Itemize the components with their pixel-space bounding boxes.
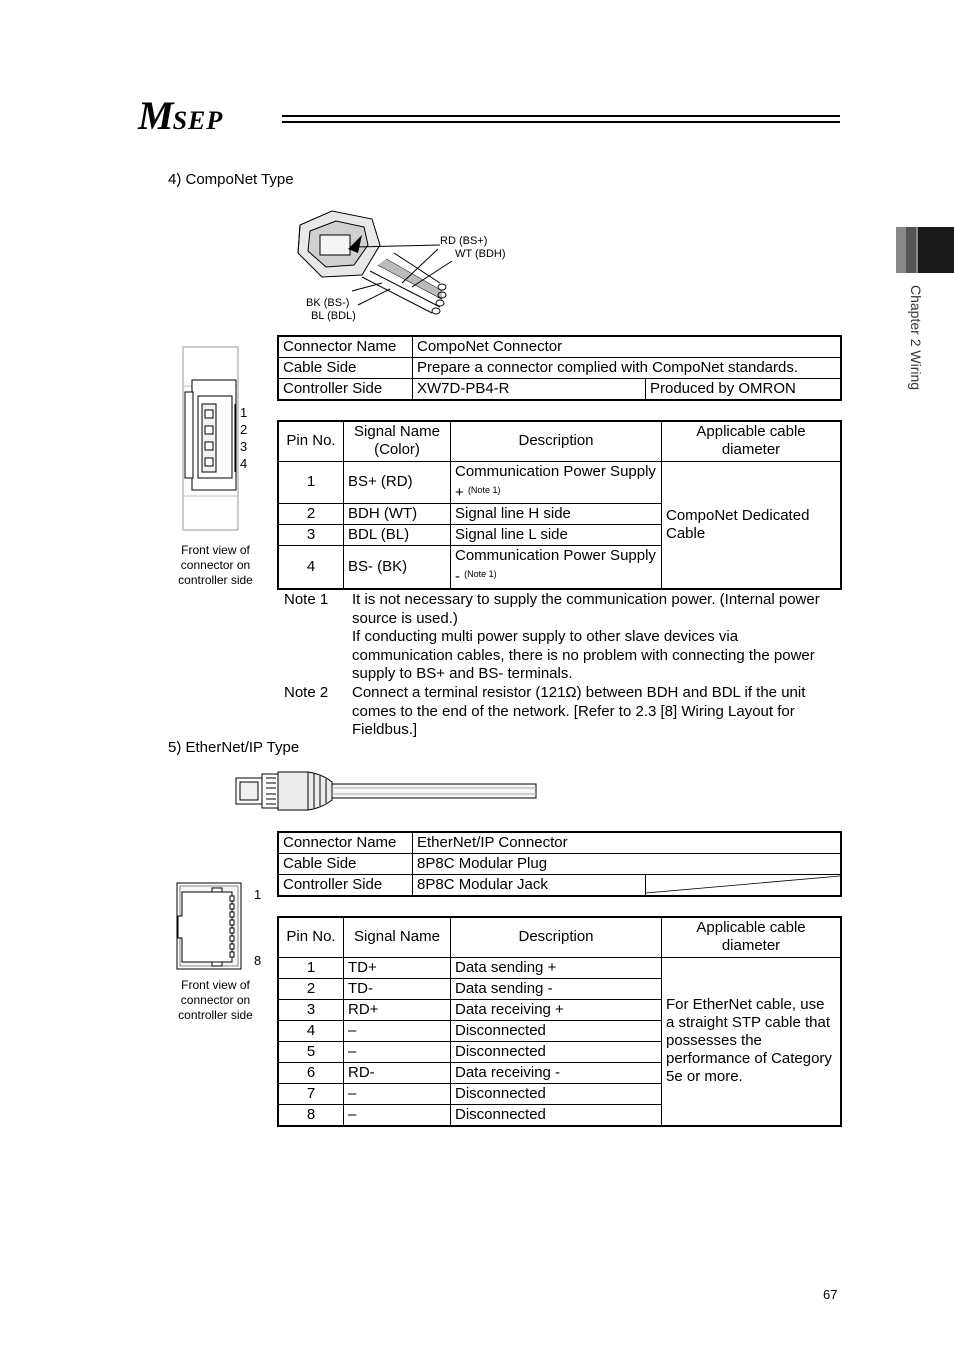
chapter-tab-mid — [906, 227, 916, 273]
note1-text-line: It is not necessary to supply the communication power. (Internal power source is used.) — [352, 591, 820, 627]
ethernet-connector-table — [277, 831, 842, 897]
componet-pin-side-4: 4 — [240, 456, 248, 471]
componet-section-title: 4) CompoNet Type — [168, 171, 294, 188]
signal-name: – — [344, 1083, 451, 1104]
empty-diagonal-cell — [646, 875, 842, 897]
table-row — [278, 336, 841, 358]
chapter-tab-dark — [918, 227, 954, 273]
signal-name: TD- — [344, 978, 451, 999]
signal-name: TD+ — [344, 957, 451, 978]
table-cell: Controller Side — [278, 875, 413, 897]
signal-name: RD- — [344, 1062, 451, 1083]
table-cell: Controller Side — [278, 379, 413, 401]
note2-label: Note 2 — [284, 684, 329, 701]
componet-connector-table — [277, 335, 842, 401]
description: Communication Power Supply - $^{(Note 1)}$ — [451, 545, 662, 589]
note1-label: Note 1 — [284, 591, 329, 608]
header-cell: Description — [451, 917, 662, 957]
table-header-row — [278, 917, 841, 957]
page-number: 67 — [823, 1287, 838, 1302]
table-cell: Prepare a connector complied with CompoNet standards. — [413, 358, 842, 379]
cable-cell: CompoNet Dedicated Cable — [662, 461, 842, 589]
description: Data receiving - — [451, 1062, 662, 1083]
chapter-label: Chapter 2 Wiring — [908, 285, 924, 391]
table-cell: Cable Side — [278, 854, 413, 875]
pin-no: 2 — [278, 503, 344, 524]
signal-name: – — [344, 1020, 451, 1041]
note1-text — [352, 591, 842, 684]
signal-name: BDL (BL) — [344, 524, 451, 545]
signal-name: – — [344, 1041, 451, 1062]
cable-cell: For EtherNet cable, use a straight STP cable that possesses the performance of Category 5e or more. — [662, 957, 842, 1126]
pin-no: 1 — [278, 461, 344, 503]
componet-pin-table — [277, 420, 842, 590]
description: Communication Power Supply + $^{(Note 1)}$ — [451, 461, 662, 503]
table-row — [278, 461, 841, 503]
ethernet-pin-1-label: 1 — [254, 887, 262, 902]
description: Disconnected — [451, 1041, 662, 1062]
description: Disconnected — [451, 1020, 662, 1041]
diagonal-line — [646, 875, 840, 895]
header-cell: Applicable cable diameter — [662, 421, 842, 461]
pin-no: 3 — [278, 524, 344, 545]
header-cell: Signal Name — [344, 917, 451, 957]
table-header-row — [278, 421, 841, 461]
description: Data receiving + — [451, 999, 662, 1020]
pin-no: 2 — [278, 978, 344, 999]
pin-no: 6 — [278, 1062, 344, 1083]
note-ref: (Note 1) — [467, 484, 501, 495]
signal-name: – — [344, 1104, 451, 1126]
componet-front-view-illustration — [180, 346, 242, 532]
header-cell: Pin No. — [278, 421, 344, 461]
header-rule-top — [282, 115, 840, 117]
pin-no: 3 — [278, 999, 344, 1020]
pin-no: 4 — [278, 1020, 344, 1041]
note1-text-line2: If conducting multi power supply to other slave devices via communication cables, there is no problem with connecting the power supply to BS+ and BS- terminals. — [352, 628, 815, 682]
header-cell: Pin No. — [278, 917, 344, 957]
table-row — [278, 875, 841, 897]
componet-pin-side-3: 3 — [240, 439, 248, 454]
description: Disconnected — [451, 1104, 662, 1126]
ethernet-front-view-illustration — [176, 882, 244, 974]
pin-no: 5 — [278, 1041, 344, 1062]
description: Signal line L side — [451, 524, 662, 545]
description: Data sending + — [451, 957, 662, 978]
header-rule-bottom — [282, 121, 840, 123]
table-row — [278, 854, 841, 875]
table-cell: Connector Name — [278, 336, 413, 358]
description: Data sending - — [451, 978, 662, 999]
table-cell: EtherNet/IP Connector — [413, 832, 842, 854]
table-cell: Produced by OMRON — [646, 379, 842, 401]
pin-no: 1 — [278, 957, 344, 978]
logo-sep: SEP — [172, 106, 224, 135]
table-row — [278, 379, 841, 401]
mysep-logo — [138, 92, 223, 139]
table-cell: 8P8C Modular Plug — [413, 854, 842, 875]
logo-m: M — [138, 93, 173, 138]
header-cell: Applicable cable diameter — [662, 917, 842, 957]
ethernet-front-view-caption: Front view of connector on controller side — [178, 978, 253, 1022]
pin-no: 7 — [278, 1083, 344, 1104]
wire-label-bl: BL (BDL) — [311, 310, 356, 322]
description: Signal line H side — [451, 503, 662, 524]
ethernet-plug-illustration — [232, 768, 537, 814]
table-row — [278, 957, 841, 978]
table-cell: 8P8C Modular Jack — [413, 875, 646, 897]
table-cell: XW7D-PB4-R — [413, 379, 646, 401]
wire-label-bk: BK (BS-) — [306, 297, 350, 309]
componet-pin-side-2: 2 — [240, 422, 248, 437]
signal-name: BS+ (RD) — [344, 461, 451, 503]
note-ref: (Note 1) — [464, 569, 497, 580]
table-cell: CompoNet Connector — [413, 336, 842, 358]
componet-front-view-caption: Front view of connector on controller side — [178, 543, 253, 587]
signal-name: RD+ — [344, 999, 451, 1020]
ethernet-pin-8-label: 8 — [254, 953, 262, 968]
header-cell: Description — [451, 421, 662, 461]
pin-no: 8 — [278, 1104, 344, 1126]
table-row — [278, 358, 841, 379]
ethernet-section-title: 5) EtherNet/IP Type — [168, 739, 300, 756]
ethernet-pin-table — [277, 916, 842, 1127]
header-cell: Signal Name (Color) — [344, 421, 451, 461]
wire-label-rd: RD (BS+) — [440, 235, 488, 247]
componet-pin-side-1: 1 — [240, 405, 248, 420]
signal-name: BS- (BK) — [344, 545, 451, 589]
description: Disconnected — [451, 1083, 662, 1104]
table-row — [278, 832, 841, 854]
pin-no: 4 — [278, 545, 344, 589]
signal-name: BDH (WT) — [344, 503, 451, 524]
table-cell: Cable Side — [278, 358, 413, 379]
wire-label-wt: WT (BDH) — [455, 248, 506, 260]
note2-text: Connect a terminal resistor (121Ω) between BDH and BDL if the unit comes to the end of the network. [Refer to 2.3 [8] Wiring Layout for Fieldbus.] — [352, 684, 806, 738]
table-cell: Connector Name — [278, 832, 413, 854]
